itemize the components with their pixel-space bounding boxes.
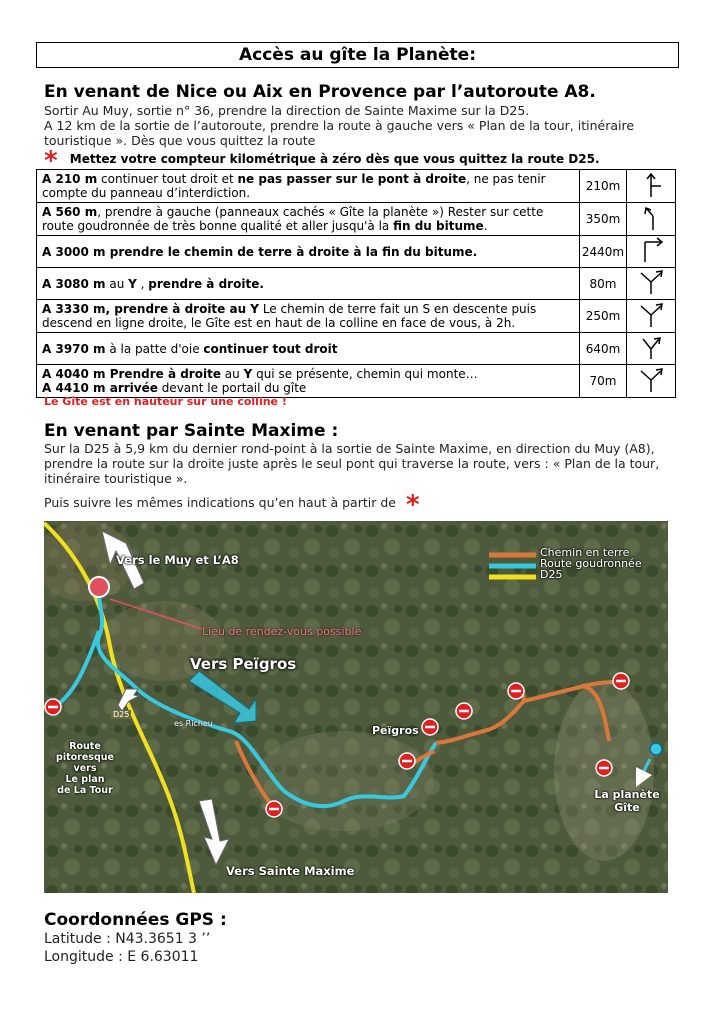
straight-bridge-icon: [627, 170, 676, 203]
map-legend: [540, 547, 642, 580]
map-label-route-pitoresque: [50, 741, 120, 796]
direction-row: [37, 365, 676, 398]
direction-text-bold: A 3330 m, prendre à droite au Y: [42, 302, 259, 316]
direction-text-bold: A 4040 m Prendre à droite: [42, 367, 221, 381]
y-right-icon: [627, 268, 676, 300]
map-label-sainte-maxime: Vers Sainte Maxime: [226, 864, 355, 878]
direction-text: [37, 203, 580, 236]
direction-text: [37, 236, 580, 268]
direction-text: [37, 333, 580, 365]
direction-text-bold: A 3080 m: [42, 276, 106, 291]
fork-straight-icon: [627, 333, 676, 365]
hilltop-note: Le Gîte est en hauteur sur une colline !: [44, 395, 287, 408]
direction-text-bold: A 4410 m arrivée: [42, 381, 158, 395]
direction-text-regular: continuer tout droit et: [97, 172, 238, 186]
direction-row: [37, 333, 676, 365]
map-label-rdv: Lieu de rendez-vous possible: [202, 625, 362, 638]
section2-heading: En venant par Sainte Maxime :: [44, 421, 339, 441]
section2-line4: [44, 490, 420, 520]
direction-text-bold: fin du bitume: [393, 219, 484, 233]
odometer-note-text: Mettez votre compteur kilométrique à zéro dès que vous quittez la route D25.: [69, 152, 600, 166]
direction-distance: 80m: [580, 268, 627, 300]
map-label-gite: [592, 788, 662, 814]
direction-distance: 640m: [580, 333, 627, 365]
section1-line1: Sortir Au Muy, sortie n° 36, prendre la direction de Sainte Maxime sur la D25.: [44, 103, 530, 118]
direction-text-regular: , ne pas tenir compte du panneau d’interdiction.: [42, 172, 546, 200]
direction-text: [37, 365, 580, 398]
directions-table: [36, 169, 676, 398]
direction-text-regular: au: [105, 276, 129, 291]
direction-row: [37, 203, 676, 236]
direction-text-regular: devant le portail du gîte: [157, 381, 307, 395]
y-right-icon: [627, 300, 676, 333]
direction-text-bold: A 210 m: [42, 172, 98, 186]
direction-row: [37, 300, 676, 333]
section2-line2: prendre la route sur la droite juste après le seul pont qui traverse la route, vers : « Plan de la tour,: [44, 456, 660, 471]
direction-text: [37, 170, 580, 203]
gite-label-line: Gîte: [614, 801, 640, 814]
direction-text-bold: A 3970 m: [42, 341, 106, 356]
left-turn-icon: [627, 203, 676, 236]
legend-entry-tarmac: Route goudronnée: [540, 557, 642, 570]
direction-text-regular: qui se présente, chemin qui monte…: [252, 367, 478, 381]
direction-text: [37, 268, 580, 300]
gps-latitude: Latitude : N43.3651 3 ’’: [44, 931, 211, 947]
map-label-peigros: Peïgros: [372, 724, 419, 737]
right-turn-icon: [627, 236, 676, 268]
direction-distance: 250m: [580, 300, 627, 333]
map-label-d25: D25: [113, 710, 130, 719]
section1-line2: A 12 km de la sortie de l’autoroute, prendre la route à gauche vers « Plan de la tour, itinéraire: [44, 118, 635, 133]
direction-text-regular: ,: [136, 276, 149, 291]
route-label-line: Le plan: [65, 774, 105, 785]
y-right-icon: [627, 365, 676, 398]
direction-text: [37, 300, 580, 333]
direction-text-bold: ne pas passer sur le pont à droite: [237, 172, 467, 186]
direction-text-regular: .: [483, 219, 488, 233]
gps-heading: Coordonnées GPS :: [44, 910, 227, 930]
direction-text-regular: à la patte d'oie: [105, 341, 204, 356]
direction-distance: 70m: [580, 365, 627, 398]
page-title: Accès au gîte la Planète:: [36, 42, 679, 68]
direction-text-bold: A 3000 m prendre le chemin de terre à droite à la fin du bitume.: [42, 244, 478, 259]
route-label-line: de La Tour: [57, 785, 113, 796]
section1-line3: touristique ». Dès que vous quittez la route: [44, 133, 316, 148]
route-label-line: Route: [69, 741, 101, 752]
direction-row: [37, 268, 676, 300]
gite-label-line: La planète: [594, 788, 660, 801]
map-label-richeu: es Richeu: [174, 719, 213, 728]
direction-text-bold: Y: [243, 367, 253, 381]
route-map: [44, 521, 668, 893]
direction-text-regular: , prendre à gauche (panneaux cachés « Gîte la planète ») Rester sur cette route goudronnée de très bonne qualité et aller jusqu'à la: [42, 205, 544, 233]
map-label-muy: Vers le Muy et L’A8: [116, 553, 239, 567]
direction-text-bold: A 560 m: [42, 205, 98, 219]
star-marker-2: *: [405, 490, 420, 520]
route-label-line: pitoresque: [56, 752, 114, 763]
direction-distance: 210m: [580, 170, 627, 203]
direction-text-regular: au: [220, 367, 244, 381]
route-label-line: vers: [73, 763, 97, 774]
direction-text-bold: Y: [128, 276, 137, 291]
section2-line3: itinéraire touristique ».: [44, 471, 188, 486]
direction-row: [37, 236, 676, 268]
section2-line4-text: Puis suivre les mêmes indications qu’en haut à partir de: [44, 495, 396, 510]
legend-entry-d25: D25: [540, 568, 563, 581]
legend-entry-dirt: Chemin en terre: [540, 546, 630, 559]
direction-text-regular: Le chemin de terre fait un S en descente puis descend en ligne droite, le Gîte est en haut de la colline en face de vous, à 2h.: [42, 302, 537, 330]
direction-text-bold: prendre à droite.: [148, 276, 264, 291]
section2-line1: Sur la D25 à 5,9 km du dernier rond-point à la sortie de Sainte Maxime, en direction du Muy (A8),: [44, 441, 655, 456]
direction-text-bold: continuer tout droit: [203, 341, 338, 356]
star-marker: *: [44, 146, 58, 176]
direction-row: [37, 170, 676, 203]
odometer-note: [44, 146, 600, 176]
direction-distance: 350m: [580, 203, 627, 236]
section1-heading: En venant de Nice ou Aix en Provence par l’autoroute A8.: [44, 82, 596, 102]
map-label-peigros-dir: Vers Peïgros: [190, 655, 297, 673]
direction-distance: 2440m: [580, 236, 627, 268]
gps-longitude: Longitude : E 6.63011: [44, 949, 199, 965]
